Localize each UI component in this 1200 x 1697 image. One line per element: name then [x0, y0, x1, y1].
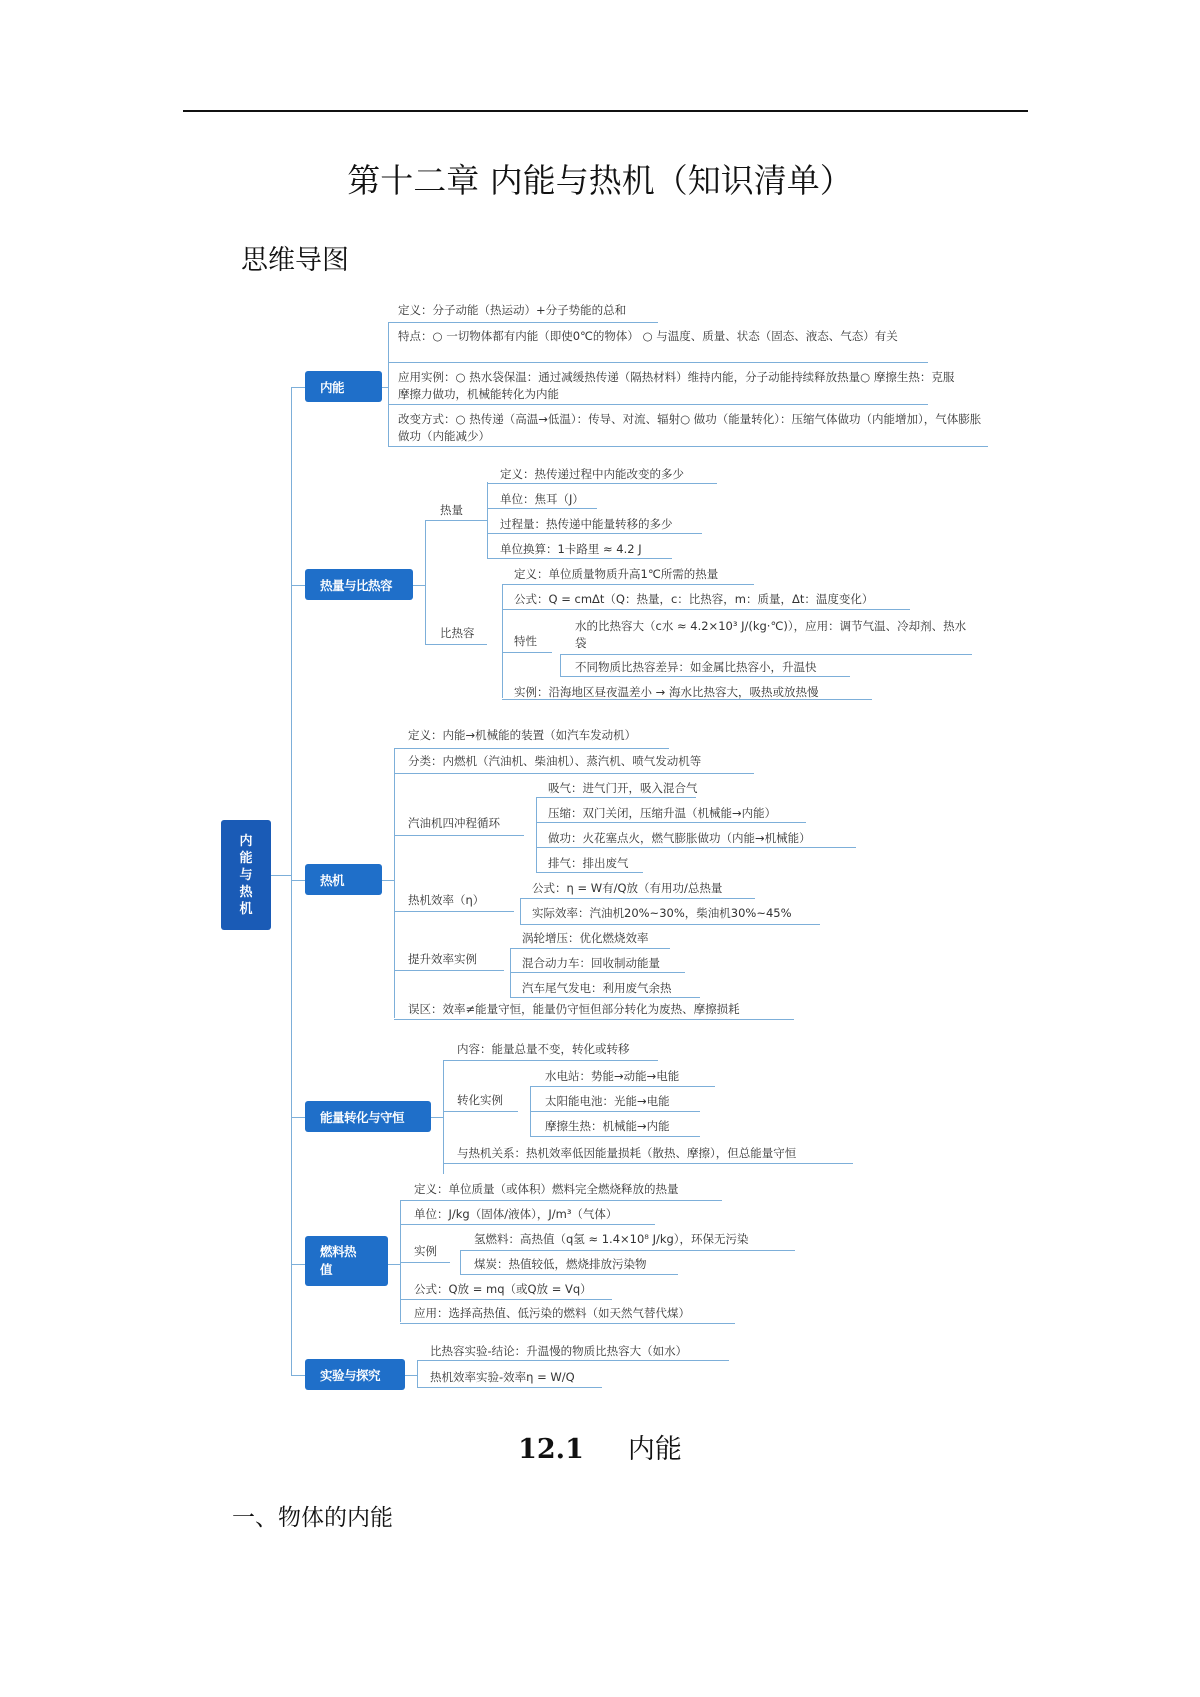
connector-line — [487, 483, 717, 484]
connector-line — [400, 1299, 612, 1300]
neineng-item: 特点：○ 一切物体都有内能（即使0℃的物体） ○ 与温度、质量、状态（固态、液态、气态）有关 — [398, 329, 898, 343]
cycle-label: 汽油机四冲程循环 — [408, 816, 500, 830]
heat-item: 过程量：热传递中能量转移的多少 — [500, 517, 673, 531]
connector-line — [431, 1117, 443, 1118]
connector-line — [394, 1019, 794, 1020]
connector-line — [502, 652, 552, 653]
connector-line — [487, 533, 702, 534]
subsection-heading: 12.1 内能 — [518, 1434, 682, 1465]
connector-line — [487, 482, 488, 559]
connector-line — [520, 924, 820, 925]
connector-line — [417, 1360, 729, 1361]
connector-line — [394, 773, 754, 774]
improve-item: 汽车尾气发电：利用废气余热 — [522, 981, 672, 995]
capacity-trait: 水的比热容大（c水 ≈ 4.2×10³ J/(kg·℃)），应用：调节气温、冷却剂、热水袋 — [575, 619, 967, 650]
connector-line — [536, 847, 856, 848]
connector-line — [560, 654, 972, 655]
heat-item: 单位：焦耳（J） — [500, 492, 584, 506]
connector-line — [560, 655, 561, 676]
connector-line — [520, 898, 521, 925]
connector-line — [425, 520, 487, 521]
connector-line — [388, 362, 928, 363]
connector-line — [388, 322, 658, 323]
branch-shiyan[interactable]: 实验与探究 — [305, 1359, 405, 1390]
heat-item: 定义：热传递过程中内能改变的多少 — [500, 467, 684, 481]
connector-line — [560, 676, 850, 677]
connector-line — [443, 1060, 658, 1061]
connector-line — [388, 322, 389, 446]
reji-def: 定义：内能→机械能的装置（如汽车发动机） — [408, 728, 637, 742]
ranliao-unit: 单位：J/kg（固体/液体），J/m³（气体） — [414, 1207, 618, 1221]
neineng-item: 改变方式：○ 热传递（高温→低温）：传导、对流、辐射○ 做功（能量转化）：压缩气体做功（内能增加），气体膨胀做功（内能减少） — [398, 412, 982, 443]
reji-misc: 误区：效率≠能量守恒，能量仍守恒但部分转化为废热、摩擦损耗 — [408, 1002, 740, 1016]
connector-line — [536, 797, 537, 873]
ranliao-use: 应用：选择高热值、低污染的燃料（如天然气替代煤） — [414, 1306, 690, 1320]
connector-line — [291, 387, 292, 1375]
neineng-item: 应用实例：○ 热水袋保温：通过减缓热传递（隔热材料）维持内能，分子动能持续释放热量○ 摩擦生热：克服摩擦力做功，机械能转化为内能 — [398, 370, 955, 401]
connector-line — [400, 1200, 722, 1201]
branch-ranliao[interactable]: 燃料热值 — [305, 1236, 388, 1286]
shouheng-content: 内容：能量总量不变，转化或转移 — [457, 1042, 630, 1056]
connector-line — [394, 835, 524, 836]
connector-line — [502, 699, 872, 700]
connector-line — [291, 1117, 305, 1118]
ranliao-formula: 公式：Q放 = mq（或Q放 = Vq） — [414, 1282, 592, 1296]
shouheng-ex-label: 转化实例 — [457, 1093, 503, 1107]
ranliao-ex-label: 实例 — [414, 1244, 437, 1258]
connector-line — [417, 1360, 418, 1387]
connector-line — [400, 1323, 735, 1324]
connector-line — [443, 1163, 853, 1164]
connector-line — [530, 1136, 700, 1137]
connector-line — [443, 1111, 518, 1112]
shiyan-item: 比热容实验-结论：升温慢的物质比热容大（如水） — [430, 1344, 688, 1358]
connector-line — [487, 558, 672, 559]
branch-neineng[interactable]: 内能 — [305, 371, 382, 402]
connector-line — [520, 898, 755, 899]
capacity-trait: 不同物质比热容差异：如金属比热容小，升温快 — [575, 660, 817, 674]
connector-line — [413, 585, 425, 586]
cycle-item: 吸气：进气门开，吸入混合气 — [548, 781, 698, 795]
connector-line — [394, 748, 395, 1018]
connector-line — [291, 1375, 305, 1376]
connector-line — [405, 1375, 417, 1376]
connector-line — [536, 797, 696, 798]
connector-line — [487, 508, 597, 509]
connector-line — [394, 748, 669, 749]
ranliao-example: 煤炭：热值较低，燃烧排放污染物 — [474, 1257, 647, 1271]
connector-line — [388, 1264, 400, 1265]
connector-line — [400, 1200, 401, 1322]
connector-line — [460, 1274, 678, 1275]
connector-line — [530, 1086, 715, 1087]
eff-label: 热机效率（η） — [408, 893, 485, 907]
connector-line — [502, 609, 910, 610]
connector-line — [388, 446, 988, 447]
connector-line — [536, 822, 806, 823]
part-heading: 一、物体的内能 — [232, 1505, 393, 1531]
shouheng-example: 摩擦生热：机械能→内能 — [545, 1119, 670, 1133]
improve-label: 提升效率实例 — [408, 952, 477, 966]
connector-line — [536, 872, 643, 873]
page-title: 第十二章 内能与热机（知识清单） — [347, 161, 853, 200]
branch-shouheng[interactable]: 能量转化与守恒 — [305, 1101, 431, 1132]
connector-line — [425, 520, 426, 644]
connector-line — [400, 1262, 450, 1263]
heat-label: 热量 — [440, 503, 463, 517]
connector-line — [502, 584, 754, 585]
root-node[interactable]: 内能与热机 — [221, 820, 271, 930]
shiyan-item: 热机效率实验-效率η = W/Q — [430, 1370, 575, 1384]
connector-line — [394, 970, 504, 971]
eff-item: 实际效率：汽油机20%~30%，柴油机30%~45% — [532, 906, 792, 920]
connector-line — [291, 585, 305, 586]
connector-line — [460, 1250, 795, 1251]
capacity-label: 比热容 — [440, 626, 475, 640]
reji-types: 分类：内燃机（汽油机、柴油机）、蒸汽机、喷气发动机等 — [408, 754, 702, 768]
branch-reji[interactable]: 热机 — [305, 864, 382, 895]
cycle-item: 做功：火花塞点火，燃气膨胀做功（内能→机械能） — [548, 831, 811, 845]
connector-line — [530, 1111, 700, 1112]
ranliao-def: 定义：单位质量（或体积）燃料完全燃烧释放的热量 — [414, 1182, 679, 1196]
connector-line — [425, 644, 487, 645]
connector-line — [417, 1387, 602, 1388]
connector-line — [460, 1250, 461, 1274]
heat-item: 单位换算：1卡路里 ≈ 4.2 J — [500, 542, 642, 556]
cycle-item: 压缩：双门关闭，压缩升温（机械能→内能） — [548, 806, 777, 820]
connector-line — [510, 997, 700, 998]
eff-item: 公式：η = W有/Q放（有用功/总热量 — [532, 881, 723, 895]
capacity-formula: 公式：Q = cmΔt（Q：热量，c：比热容，m：质量，Δt：温度变化） — [514, 592, 874, 606]
capacity-example: 实例：沿海地区昼夜温差小 → 海水比热容大，吸热或放热慢 — [514, 685, 819, 699]
improve-item: 涡轮增压：优化燃烧效率 — [522, 931, 649, 945]
branch-reliang[interactable]: 热量与比热容 — [305, 569, 413, 600]
connector-line — [388, 404, 928, 405]
connector-line — [510, 948, 511, 998]
improve-item: 混合动力车：回收制动能量 — [522, 956, 660, 970]
connector-line — [510, 948, 670, 949]
shouheng-example: 太阳能电池：光能→电能 — [545, 1094, 670, 1108]
connector-line — [394, 911, 514, 912]
section-heading: 思维导图 — [241, 245, 349, 276]
capacity-def: 定义：单位质量物质升高1℃所需的热量 — [514, 567, 719, 581]
connector-line — [510, 972, 685, 973]
connector-line — [271, 875, 291, 876]
connector-line — [400, 1224, 655, 1225]
trait-label: 特性 — [514, 634, 537, 648]
shouheng-example: 水电站：势能→动能→电能 — [545, 1069, 680, 1083]
connector-line — [382, 880, 394, 881]
ranliao-example: 氢燃料：高热值（q氢 ≈ 1.4×10⁸ J/kg），环保无污染 — [474, 1232, 749, 1246]
shouheng-relation: 与热机关系：热机效率低因能量损耗（散热、摩擦），但总能量守恒 — [457, 1146, 797, 1160]
connector-line — [502, 584, 503, 698]
connector-line — [291, 880, 305, 881]
connector-line — [291, 387, 305, 388]
cycle-item: 排气：排出废气 — [548, 856, 629, 870]
connector-line — [443, 1060, 444, 1174]
neineng-item: 定义：分子动能（热运动）+分子势能的总和 — [398, 303, 627, 317]
connector-line — [291, 1264, 305, 1265]
